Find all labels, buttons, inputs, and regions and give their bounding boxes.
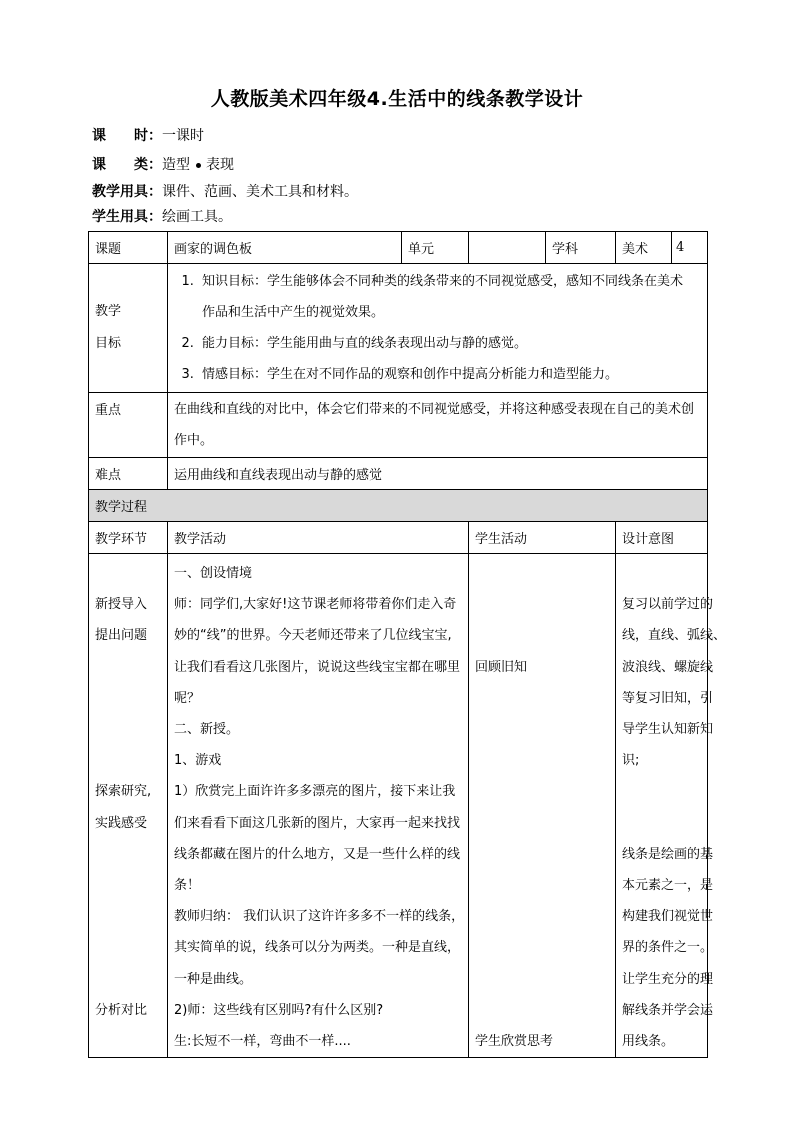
goals-label-2: 目标 xyxy=(95,336,122,351)
intent-line xyxy=(622,776,705,807)
goals-label-1: 教学 xyxy=(95,304,122,319)
goals-content xyxy=(168,264,708,393)
key-point-value: 在曲线和直线的对比中，体会它们带来的不同视觉感受，并将这种感受表现在自己的美术创作中。 xyxy=(168,393,708,458)
activity-line: 二、新授。 xyxy=(174,722,240,738)
activity-line: 让我们看看这几张图片，说说这些线宝宝都在哪里 xyxy=(174,659,461,675)
student-line xyxy=(475,558,609,589)
activity-line: 师：同学们,大家好!这节课老师将带着你们走入奇 xyxy=(174,597,457,613)
intent-line: 等复习旧知，引 xyxy=(622,690,714,706)
stage-line xyxy=(95,839,161,870)
goals-list xyxy=(174,266,695,390)
activity-line: 条！ xyxy=(174,878,201,894)
goal-item: 1. 知识目标：学生能够体会不同种类的线条带来的不同视觉感受，感知不同线条在美术作品和生活中产生的视觉效果。 xyxy=(198,266,695,328)
activity-line: 妙的“线”的世界。今天老师还带来了几位线宝宝, xyxy=(174,628,452,644)
stage-line: 提出问题 xyxy=(95,628,148,644)
intent-line: 本元素之一，是 xyxy=(622,878,714,894)
stage-line xyxy=(95,870,161,901)
intent-line: 线条是绘画的基 xyxy=(622,846,714,862)
student-line xyxy=(475,683,609,714)
student-line xyxy=(475,839,609,870)
activity-line: 线条都藏在图片的什么地方，又是一些什么样的线 xyxy=(174,846,461,862)
stage-line xyxy=(95,745,161,776)
teacher-tools-label: 教学用具： xyxy=(92,184,162,200)
difficulty-label: 难点 xyxy=(89,458,168,490)
type-label: 课 类： xyxy=(92,157,162,173)
intent-line: 用线条。 xyxy=(622,1034,675,1050)
student-line xyxy=(475,901,609,932)
key-point-label: 重点 xyxy=(89,393,168,458)
activity-line: 教师归纳： 我们认识了这许许多多不一样的线条， xyxy=(174,909,465,925)
intent-line: 线，直线、弧线、 xyxy=(622,628,727,644)
activity-line: 2)师：这些线有区别吗?有什么区别? xyxy=(174,1002,384,1018)
stage-line: 实践感受 xyxy=(95,815,148,831)
intent-line: 复习以前学过的 xyxy=(622,597,714,613)
activity-line: 生:长短不一样，弯曲不一样.... xyxy=(174,1034,351,1050)
activity-line: 呢？ xyxy=(174,690,201,706)
intent-line xyxy=(622,808,705,839)
student-column xyxy=(469,554,616,1058)
intent-column xyxy=(616,554,727,1058)
intent-line: 界的条件之一。 xyxy=(622,940,714,956)
student-line xyxy=(475,964,609,995)
lesson-table xyxy=(88,231,727,1058)
activity-line: 1、游戏 xyxy=(174,753,222,769)
stage-line: 探索研究, xyxy=(95,784,152,800)
stage-line xyxy=(95,683,161,714)
subject-value: 美术 xyxy=(616,232,672,264)
intent-line xyxy=(622,558,705,589)
student-header: 学生活动 xyxy=(469,522,616,554)
stage-line xyxy=(95,932,161,963)
student-line xyxy=(475,932,609,963)
teacher-tools-line xyxy=(92,183,358,201)
difficulty-value: 运用曲线和直线表现出动与静的感觉 xyxy=(168,458,708,490)
student-tools-label: 学生用具： xyxy=(92,209,162,225)
student-tools-value: 绘画工具。 xyxy=(162,209,232,225)
goal-item: 2. 能力目标：学生能用曲与直的线条表现出动与静的感觉。 xyxy=(198,328,695,359)
student-tools-line xyxy=(92,208,232,226)
grade-value: 4 xyxy=(672,232,708,264)
stage-line: 分析对比 xyxy=(95,1002,148,1018)
process-header-row xyxy=(89,522,708,554)
stage-column xyxy=(89,554,168,1058)
unit-label: 单元 xyxy=(402,232,469,264)
student-line xyxy=(475,620,609,651)
difficulty-row xyxy=(89,458,708,490)
intent-line: 让学生充分的理 xyxy=(622,971,714,987)
activity-header: 教学活动 xyxy=(168,522,469,554)
student-line xyxy=(475,995,609,1026)
key-point-row xyxy=(89,393,708,458)
student-line xyxy=(475,745,609,776)
stage-line xyxy=(95,652,161,683)
student-line xyxy=(475,589,609,620)
activity-line: 们来看看下面这几张新的图片，大家再一起来找找 xyxy=(174,815,461,831)
process-title-row xyxy=(89,490,708,522)
stage-line xyxy=(95,558,161,589)
stage-line xyxy=(95,714,161,745)
activity-line: 1）欣赏完上面许许多多漂亮的图片，接下来让我 xyxy=(174,784,456,800)
teacher-tools-value: 课件、范画、美术工具和材料。 xyxy=(162,184,358,200)
topic-value: 画家的调色板 xyxy=(168,232,402,264)
activity-line: 其实简单的说，线条可以分为两类。一种是直线， xyxy=(174,940,461,956)
info-row xyxy=(89,232,708,264)
type-line xyxy=(92,156,234,174)
goals-row xyxy=(89,264,708,393)
intent-header: 设计意图 xyxy=(616,522,708,554)
period-line xyxy=(92,127,204,145)
activity-column xyxy=(168,554,469,1058)
process-title: 教学过程 xyxy=(89,490,708,522)
student-line xyxy=(475,808,609,839)
intent-line: 构建我们视觉世 xyxy=(622,909,714,925)
type-value-2: 表现 xyxy=(206,157,234,173)
period-label: 课 时： xyxy=(92,128,162,144)
stage-line xyxy=(95,964,161,995)
student-line: 学生欣赏思考 xyxy=(475,1034,554,1050)
bullet-icon xyxy=(196,163,201,168)
stage-header: 教学环节 xyxy=(89,522,168,554)
intent-line: 识; xyxy=(622,753,640,769)
intent-line: 波浪线、螺旋线 xyxy=(622,659,714,675)
process-body-row xyxy=(89,554,708,1058)
goal-item: 3. 情感目标：学生在对不同作品的观察和创作中提高分析能力和造型能力。 xyxy=(198,359,695,390)
topic-label: 课题 xyxy=(89,232,168,264)
stage-line xyxy=(95,901,161,932)
activity-line: 一、创设情境 xyxy=(174,566,253,581)
intent-line: 解线条并学会运 xyxy=(622,1002,714,1018)
goals-label xyxy=(89,264,168,393)
document-title: 人教版美术四年级4.生活中的线条教学设计 xyxy=(210,88,584,110)
unit-value xyxy=(469,232,546,264)
student-line xyxy=(475,776,609,807)
student-line xyxy=(475,870,609,901)
subject-label: 学科 xyxy=(546,232,616,264)
stage-line: 新授导入 xyxy=(95,597,148,613)
student-line: 回顾旧知 xyxy=(475,659,528,675)
activity-line: 一种是曲线。 xyxy=(174,971,253,987)
type-value-1: 造型 xyxy=(162,157,190,173)
student-line xyxy=(475,714,609,745)
intent-line: 导学生认知新知 xyxy=(622,722,714,738)
period-value: 一课时 xyxy=(162,128,204,144)
